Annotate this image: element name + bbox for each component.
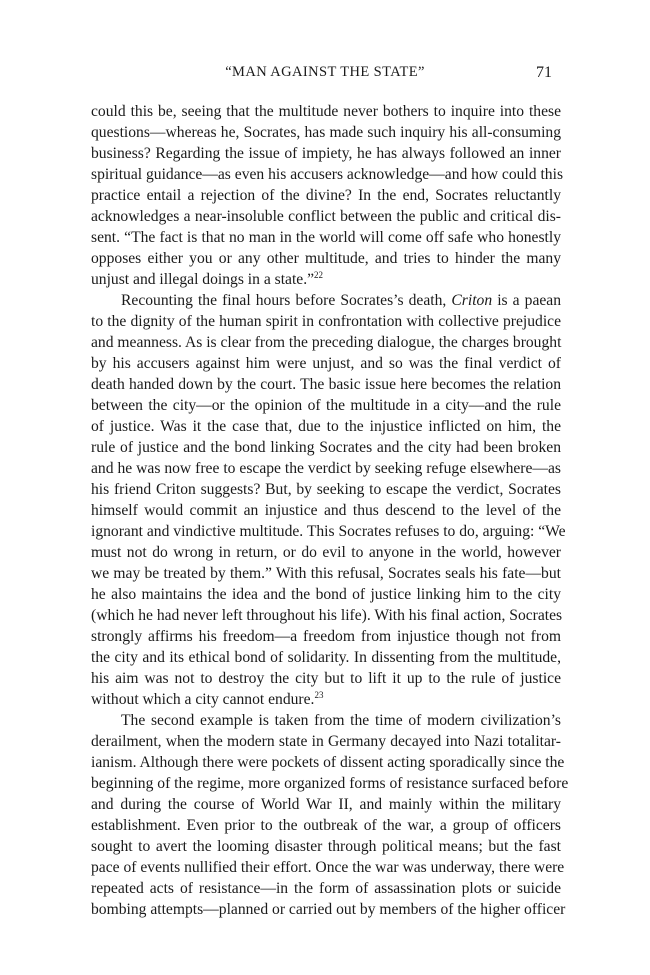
text-line: by his accusers against him were unjust, and so was the final verdict of — [91, 355, 561, 372]
text-line: rule of justice and the bond linking Socrates and the city had been broken — [91, 439, 561, 456]
text-line: The second example is taken from the time of modern civilization’s — [121, 712, 561, 729]
text-line: and during the course of World War II, and mainly within the military — [91, 796, 561, 813]
text-line: strongly affirms his freedom—a freedom from injustice though not from — [91, 628, 561, 645]
text-line: sent. “The fact is that no man in the world will come off safe who honestly — [91, 229, 561, 246]
text-line: derailment, when the modern state in Germany decayed into Nazi totalitar- — [91, 733, 561, 750]
text-line: acknowledges a near-insoluble conflict between the public and critical dis- — [91, 208, 561, 225]
text-line: we may be treated by them.” With this refusal, Socrates seals his fate—but — [91, 565, 561, 582]
text-segment: Recounting the final hours before Socrates’s death, — [121, 292, 447, 309]
text-line: of justice. Was it the case that, due to the injustice inflicted on him, the — [91, 418, 561, 435]
text-line: his aim was not to destroy the city but to lift it up to the rule of justice — [91, 670, 561, 687]
running-head — [90, 64, 560, 86]
text-line: he also maintains the idea and the bond of justice linking him to the city — [91, 586, 561, 603]
text-line: (which he had never left throughout his life). With his final action, Socrates — [91, 607, 563, 624]
text-line: and meanness. As is clear from the preceding dialogue, the charges brought — [91, 334, 562, 351]
footnote-ref: 22 — [314, 270, 324, 280]
text-line — [91, 269, 561, 290]
italic-title: Criton — [451, 292, 493, 309]
text-line: sought to avert the looming disaster through political means; but the fast — [91, 838, 561, 855]
text-line: between the city—or the opinion of the multitude in a city—and the rule — [91, 397, 561, 414]
text-line: death handed down by the court. The basic issue here becomes the relation — [91, 376, 561, 393]
text-line: to the dignity of the human spirit in confrontation with collective prejudice — [91, 313, 561, 330]
text-line: beginning of the regime, more organized forms of resistance surfaced before — [91, 775, 569, 792]
page-number: 71 — [536, 64, 552, 81]
text-segment: unjust and illegal doings in a state.” — [91, 271, 315, 288]
text-line: pace of events nullified their effort. Once the war was underway, there were — [91, 859, 565, 876]
text-line: establishment. Even prior to the outbreak of the war, a group of officers — [91, 817, 561, 834]
text-line: opposes either you or any other multitude, and tries to hinder the many — [91, 250, 561, 267]
text-line: bombing attempts—planned or carried out by members of the higher officer — [91, 901, 566, 918]
text-line: practice entail a rejection of the divine? In the end, Socrates reluctantly — [91, 187, 561, 204]
text-line: questions—whereas he, Socrates, has made such inquiry his all-consuming — [91, 124, 561, 141]
text-line: ianism. Although there were pockets of dissent acting sporadically since the — [91, 754, 565, 771]
text-line — [91, 290, 561, 311]
text-segment: is a paean — [492, 292, 562, 309]
text-line: business? Regarding the issue of impiety, he has always followed an inner — [91, 145, 561, 162]
text-line — [91, 689, 561, 710]
text-line: could this be, seeing that the multitude never bothers to inquire into these — [91, 103, 561, 120]
text-line: repeated acts of resistance—in the form of assassination plots or suicide — [91, 880, 561, 897]
text-line: himself would commit an injustice and thus descend to the level of the — [91, 502, 561, 519]
running-title: “MAN AGAINST THE STATE” — [225, 64, 425, 80]
text-line: must not do wrong in return, or do evil to anyone in the world, however — [91, 544, 561, 561]
text-segment: without which a city cannot endure. — [91, 691, 315, 708]
footnote-ref: 23 — [314, 690, 324, 700]
text-line: and he was now free to escape the verdict by seeking refuge elsewhere—as — [91, 460, 561, 477]
body-text — [91, 101, 569, 920]
text-line: the city and its ethical bond of solidarity. In dissenting from the multitude, — [91, 649, 561, 666]
text-line: ignorant and vindictive multitude. This Socrates refuses to do, arguing: “We — [91, 523, 566, 540]
text-line: spiritual guidance—as even his accusers acknowledge—and how could this — [91, 166, 564, 183]
text-line: his friend Criton suggests? But, by seeking to escape the verdict, Socrates — [91, 481, 561, 498]
